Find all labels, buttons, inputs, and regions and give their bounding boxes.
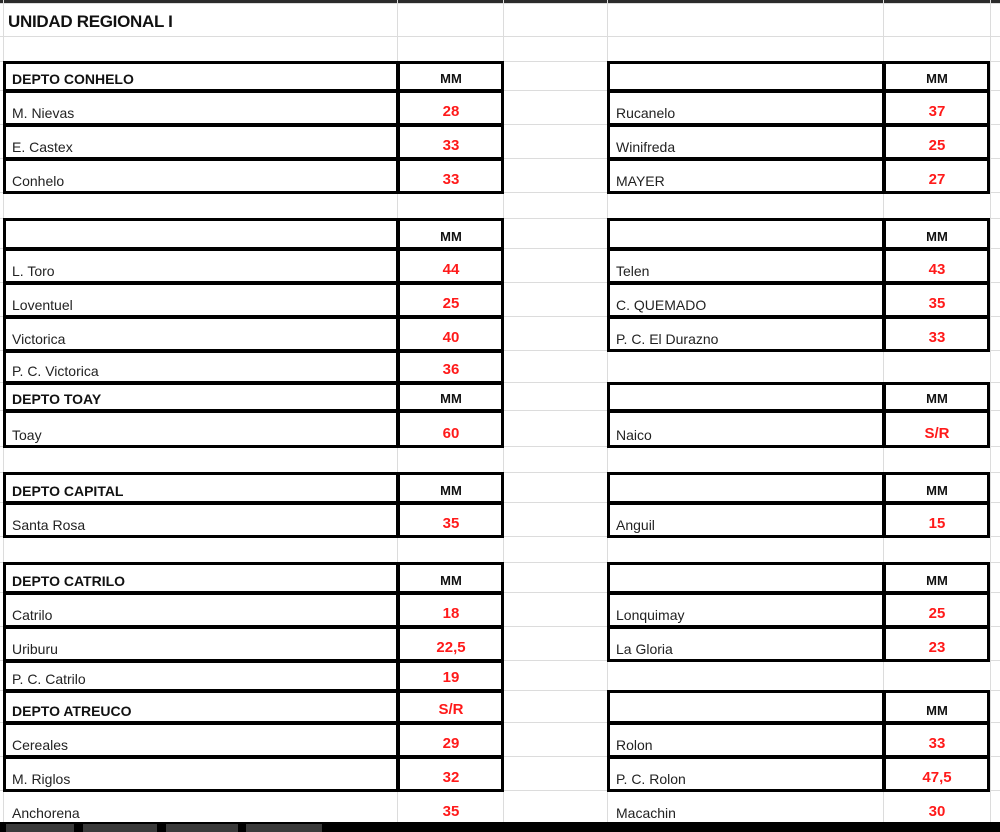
left-rain-value: 60 — [442, 425, 460, 442]
left-station-label: Conhelo — [12, 173, 65, 189]
grid-row-line — [0, 36, 1000, 37]
right-station-label: Rolon — [616, 737, 653, 753]
sheet-tab[interactable] — [246, 824, 322, 832]
left-rain-value: 40 — [442, 329, 460, 346]
right-unit-header: MM — [926, 483, 948, 498]
right-rain-value: 15 — [928, 515, 946, 532]
left-station-label: Toay — [12, 427, 42, 443]
left-unit-header: MM — [440, 71, 462, 86]
sheet-tab[interactable] — [166, 824, 238, 832]
left-station-label: M. Riglos — [12, 771, 71, 787]
right-rain-value: 25 — [928, 137, 946, 154]
left-station-label: Anchorena — [12, 805, 80, 821]
left-station-label: L. Toro — [12, 263, 55, 279]
right-station-label: P. C. El Durazno — [616, 331, 719, 347]
left-station-label: Catrilo — [12, 607, 53, 623]
right-station-label: Naico — [616, 427, 652, 443]
right-rain-value: 23 — [928, 639, 946, 656]
right-rain-value: 33 — [928, 329, 946, 346]
left-rain-value: 35 — [442, 515, 460, 532]
right-station-label — [608, 61, 884, 90]
left-unit-header: MM — [440, 391, 462, 406]
right-station-label — [608, 562, 884, 592]
grid-row-line — [0, 536, 1000, 537]
right-rain-value: 27 — [928, 171, 946, 188]
right-unit-header: MM — [926, 573, 948, 588]
right-unit-header: MM — [926, 391, 948, 406]
left-rain-value: 35 — [442, 803, 460, 820]
left-station-label: DEPTO ATREUCO — [12, 703, 132, 719]
right-rain-value: 35 — [928, 295, 946, 312]
right-rain-value: 33 — [928, 735, 946, 752]
left-station-label: P. C. Victorica — [12, 363, 99, 379]
grid-row-line — [0, 3, 1000, 4]
left-unit-header: MM — [440, 229, 462, 244]
left-station-label: Victorica — [12, 331, 66, 347]
right-station-label: C. QUEMADO — [616, 297, 707, 313]
left-station-label: P. C. Catrilo — [12, 671, 86, 687]
left-station-label: Cereales — [12, 737, 69, 753]
right-station-label — [608, 690, 884, 722]
left-rain-value: 28 — [442, 103, 460, 120]
right-rain-value: S/R — [924, 425, 950, 442]
sheet-tab[interactable] — [6, 824, 74, 832]
left-rain-value: S/R — [438, 701, 464, 718]
sheet-title: UNIDAD REGIONAL I — [8, 12, 173, 31]
grid-row-line — [0, 446, 1000, 447]
left-station-label: DEPTO CAPITAL — [12, 483, 124, 499]
right-unit-header: MM — [926, 703, 948, 718]
left-rain-value: 32 — [442, 769, 460, 786]
right-station-label — [608, 472, 884, 502]
right-station-label: Macachin — [616, 805, 676, 821]
left-station-label: Loventuel — [12, 297, 73, 313]
right-rain-value: 25 — [928, 605, 946, 622]
right-station-label: Lonquimay — [616, 607, 685, 623]
grid-row-line — [0, 192, 1000, 193]
right-station-label — [608, 382, 884, 410]
left-rain-value: 19 — [442, 669, 460, 686]
left-rain-value: 22,5 — [436, 639, 466, 656]
right-unit-header: MM — [926, 229, 948, 244]
right-rain-value: 37 — [928, 103, 946, 120]
right-station-label: MAYER — [616, 173, 665, 189]
right-station-label: Telen — [616, 263, 650, 279]
right-unit-header: MM — [926, 71, 948, 86]
right-station-label: La Gloria — [616, 641, 673, 657]
right-rain-value: 43 — [928, 261, 946, 278]
left-station-label — [4, 218, 398, 248]
left-rain-value: 29 — [442, 735, 460, 752]
sheet-tab[interactable] — [83, 824, 157, 832]
left-station-label: DEPTO CATRILO — [12, 573, 126, 589]
left-rain-value: 33 — [442, 137, 460, 154]
right-station-label: Rucanelo — [616, 105, 676, 121]
left-station-label: Uriburu — [12, 641, 58, 657]
left-rain-value: 25 — [442, 295, 460, 312]
right-station-label: Anguil — [616, 517, 655, 533]
left-station-label: M. Nievas — [12, 105, 75, 121]
right-rain-value: 30 — [928, 803, 946, 820]
left-rain-value: 18 — [442, 605, 460, 622]
left-station-label: DEPTO CONHELO — [12, 71, 134, 87]
left-station-label: DEPTO TOAY — [12, 391, 102, 407]
left-rain-value: 33 — [442, 171, 460, 188]
right-station-label: P. C. Rolon — [616, 771, 686, 787]
right-rain-value: 47,5 — [922, 769, 952, 786]
right-station-label — [608, 218, 884, 248]
left-unit-header: MM — [440, 483, 462, 498]
left-rain-value: 44 — [442, 261, 460, 278]
left-rain-value: 36 — [442, 361, 460, 378]
right-station-label: Winifreda — [616, 139, 676, 155]
left-station-label: Santa Rosa — [12, 517, 86, 533]
left-station-label: E. Castex — [12, 139, 73, 155]
left-unit-header: MM — [440, 573, 462, 588]
